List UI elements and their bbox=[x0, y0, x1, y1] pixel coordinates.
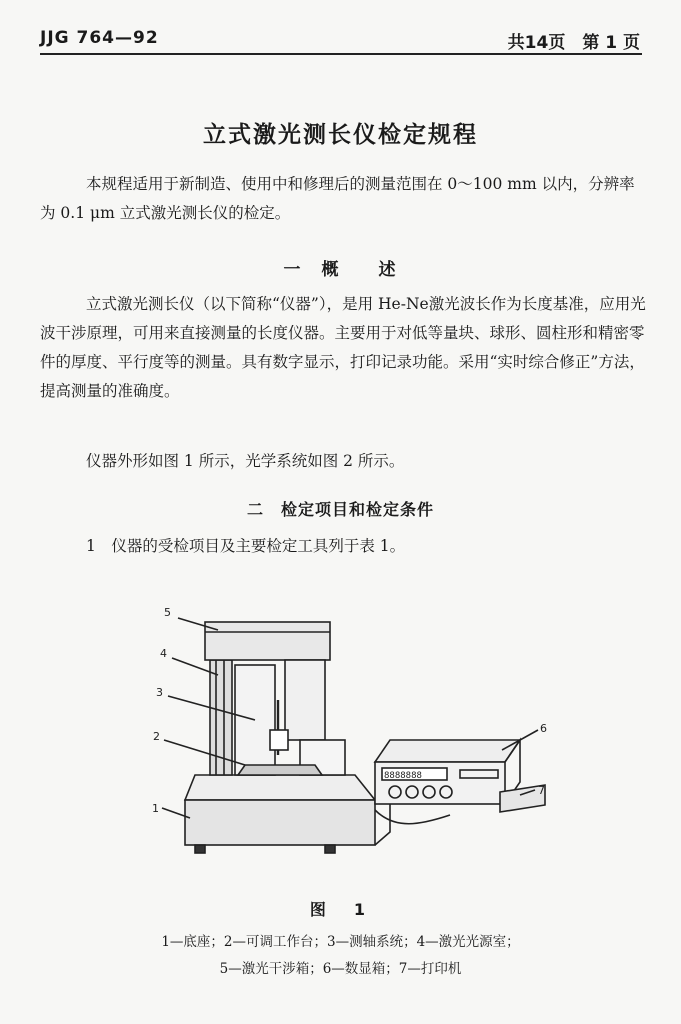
callout-1: 1 bbox=[152, 802, 159, 815]
header-rule bbox=[40, 53, 642, 55]
page-header bbox=[40, 22, 640, 52]
display-readout: 8888888 bbox=[384, 771, 422, 781]
section2-item1: 1 仪器的受检项目及主要检定工具列于表 1。 bbox=[86, 537, 406, 555]
intro-paragraph: 本规程适用于新制造、使用中和修理后的测量范围在 0～100 mm 以内，分辨率为 0.1 μm 立式激光测长仪的检定。 bbox=[40, 175, 635, 222]
document-title: 立式激光测长仪检定规程 bbox=[203, 122, 478, 148]
section2-heading: 二 检定项目和检定条件 bbox=[246, 500, 434, 519]
instrument-illustration bbox=[150, 600, 560, 865]
callout-4: 4 bbox=[160, 647, 167, 660]
section1-heading: 一 概 述 bbox=[283, 260, 398, 280]
figure-caption: 图 1 bbox=[309, 900, 372, 919]
section1-paragraph2: 仪器外形如图 1 所示，光学系统如图 2 所示。 bbox=[86, 452, 405, 470]
callout-7: 7 bbox=[538, 784, 545, 797]
standard-code: JJG 764—92 bbox=[40, 28, 159, 48]
callout-6: 6 bbox=[540, 722, 547, 735]
callout-5: 5 bbox=[164, 606, 171, 619]
section1-paragraph1: 立式激光测长仪（以下简称“仪器”），是用 He-Ne激光波长作为长度基准，应用光波干涉原理，可用来直接测量的长度仪器。主要用于对低等量块、球形、圆柱形和精密零件的厚度、平行度等的测量。具有数字显示，打印记录功能。采用“实时综合修正”方法，提高测量的准确度。 bbox=[40, 295, 646, 400]
callout-2: 2 bbox=[153, 730, 160, 743]
callout-3: 3 bbox=[156, 686, 163, 699]
figure-legend-line1: 1—底座；2—可调工作台；3—测轴系统；4—激光光源室； bbox=[161, 934, 520, 950]
figure-legend-line2: 5—激光干涉箱；6—数显箱；7—打印机 bbox=[219, 961, 462, 977]
page-info: 共14页 第 1 页 bbox=[507, 33, 640, 53]
